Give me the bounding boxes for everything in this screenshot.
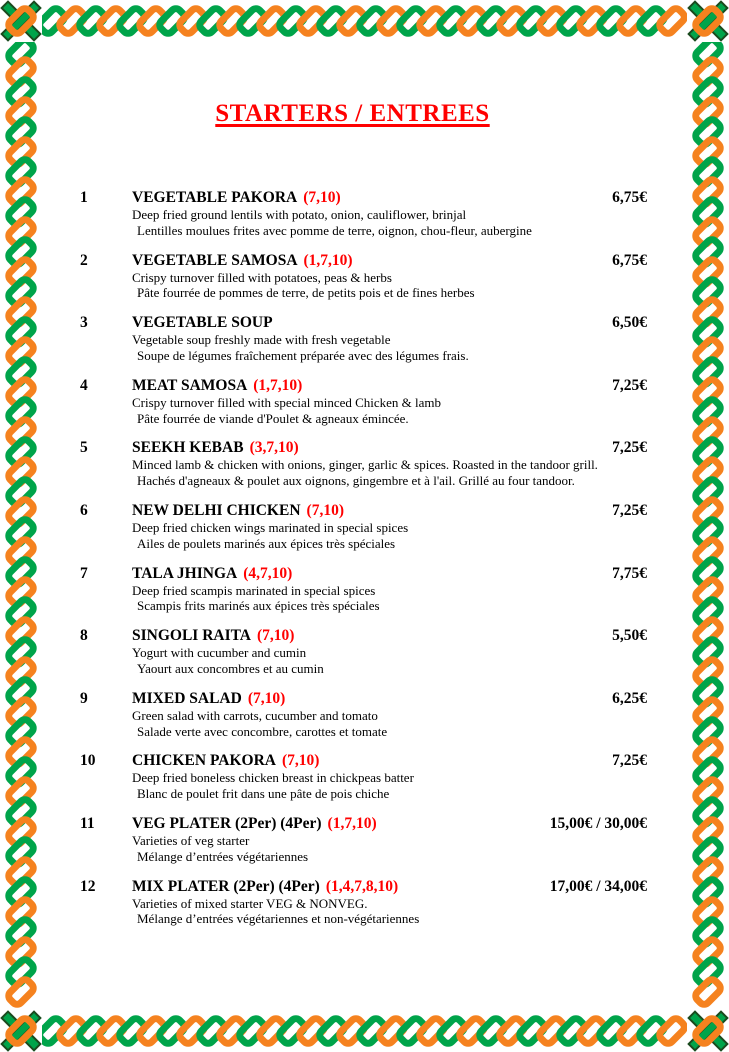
item-allergens: (4,7,10) xyxy=(243,564,293,582)
menu-item xyxy=(80,814,647,865)
menu-item-head xyxy=(80,814,647,833)
item-price: 7,25€ xyxy=(612,376,647,394)
item-allergens: (7,10) xyxy=(247,689,286,707)
item-name: VEGETABLE SAMOSA (1,7,10) xyxy=(132,251,353,269)
menu-item xyxy=(80,564,647,615)
item-allergens: (1,7,10) xyxy=(253,376,303,394)
menu-item xyxy=(80,751,647,802)
item-price: 17,00€ / 34,00€ xyxy=(549,877,647,895)
item-description-english: Deep fried scampis marinated in special spices xyxy=(132,582,376,598)
item-price: 7,25€ xyxy=(612,439,647,457)
item-description-english: Deep fried chicken wings marinated in special spices xyxy=(132,519,409,535)
item-description-english: Yogurt with cucumber and cumin xyxy=(132,645,307,661)
menu-item-head xyxy=(80,626,647,645)
menu-item-head xyxy=(80,877,647,896)
menu-page xyxy=(42,42,687,1010)
item-name: VEGETABLE SOUP xyxy=(132,314,273,332)
item-description-english: Deep fried boneless chicken breast in chickpeas batter xyxy=(132,770,414,786)
item-number: 11 xyxy=(80,814,95,832)
item-number: 2 xyxy=(80,251,88,269)
item-name: MIXED SALAD (7,10) xyxy=(132,689,286,707)
menu-item-head xyxy=(80,438,647,457)
item-number: 7 xyxy=(80,564,88,582)
menu-item xyxy=(80,877,647,928)
item-allergens: (7,10) xyxy=(303,189,341,206)
item-price: 15,00€ / 30,00€ xyxy=(549,814,647,832)
item-description-french: Scampis frits marinés aux épices très spéciales xyxy=(137,598,380,614)
item-description-french: Ailes de poulets marinés aux épices très spéciales xyxy=(137,535,396,551)
menu-item xyxy=(80,313,647,364)
menu-item xyxy=(80,251,647,302)
item-description-french: Mélange d’entrées végétariennes xyxy=(137,848,309,864)
menu-item xyxy=(80,188,647,239)
item-allergens: (7,10) xyxy=(257,627,295,645)
item-description-english: Deep fried ground lentils with potato, onion, cauliflower, brinjal xyxy=(132,207,467,222)
item-description-french: Soupe de légumes fraîchement préparée avec des légumes frais. xyxy=(137,347,469,363)
menu-item xyxy=(80,626,647,677)
menu-item xyxy=(80,438,647,489)
item-name: MIX PLATER (2Per) (4Per) (1,4,7,8,10) xyxy=(132,877,399,895)
item-allergens: (1,7,10) xyxy=(327,814,377,832)
item-number: 9 xyxy=(80,689,88,707)
item-description-french: Pâte fourrée de pommes de terre, de petits pois et de fines herbes xyxy=(137,285,475,301)
item-price: 5,50€ xyxy=(612,627,647,645)
menu-item-head xyxy=(80,251,647,270)
item-description-english: Crispy turnover filled with special minced Chicken & lamb xyxy=(132,394,442,410)
item-description-french: Mélange d’entrées végétariennes et non-végétariennes xyxy=(137,911,420,927)
item-price: 7,75€ xyxy=(612,564,647,582)
item-description-french: Pâte fourrée de viande d'Poulet & agneaux émincée. xyxy=(137,410,409,426)
item-description-english: Minced lamb & chicken with onions, ginger, garlic & spices. Roasted in the tandoor grill. xyxy=(132,457,598,473)
item-number: 4 xyxy=(80,376,88,394)
menu-item-head xyxy=(80,188,647,207)
item-price: 6,25€ xyxy=(612,689,647,707)
item-name: CHICKEN PAKORA (7,10) xyxy=(132,752,320,770)
menu-item-head xyxy=(80,376,647,395)
item-description-french: Yaourt aux concombres et au cumin xyxy=(137,660,324,676)
item-description-english: Green salad with carrots, cucumber and tomato xyxy=(132,707,378,723)
celtic-border-left xyxy=(0,42,42,1010)
item-number: 3 xyxy=(80,314,88,332)
menu-item xyxy=(80,376,647,427)
item-allergens: (7,10) xyxy=(281,752,320,770)
item-price: 7,25€ xyxy=(612,501,647,519)
item-name: MEAT SAMOSA (1,7,10) xyxy=(132,376,303,394)
menu-item-head xyxy=(80,313,647,332)
item-allergens: (3,7,10) xyxy=(249,439,299,457)
item-description-english: Vegetable soup freshly made with fresh vegetable xyxy=(132,332,391,348)
item-number: 6 xyxy=(80,501,88,519)
item-description-english: Varieties of mixed starter VEG & NONVEG. xyxy=(132,895,368,911)
menu-item-head xyxy=(80,501,647,520)
celtic-border-corner-icon xyxy=(687,1010,729,1052)
item-number: 1 xyxy=(80,189,88,206)
item-name: SINGOLI RAITA (7,10) xyxy=(132,627,295,645)
item-name: VEG PLATER (2Per) (4Per) (1,7,10) xyxy=(132,814,377,832)
item-number: 5 xyxy=(80,439,88,457)
item-allergens: (1,7,10) xyxy=(303,251,353,269)
celtic-border-corner-icon xyxy=(687,0,729,42)
item-price: 6,75€ xyxy=(612,189,647,206)
title-wrap xyxy=(42,100,687,128)
menu-item xyxy=(80,501,647,552)
celtic-border-bottom xyxy=(42,1010,687,1052)
item-price: 6,50€ xyxy=(612,314,647,332)
item-description-french: Salade verte avec concombre, carottes et tomate xyxy=(137,723,388,739)
item-description-french: Hachés d'agneaux & poulet aux oignons, gingembre et à l'ail. Grillé au four tandoor. xyxy=(137,473,575,489)
item-number: 12 xyxy=(80,877,96,895)
item-description-french: Blanc de poulet frit dans une pâte de pois chiche xyxy=(137,786,390,802)
celtic-border-top xyxy=(42,0,687,42)
page-title: STARTERS / ENTREES xyxy=(215,100,490,127)
celtic-border-right xyxy=(687,42,729,1010)
item-name: NEW DELHI CHICKEN (7,10) xyxy=(132,501,344,519)
item-price: 7,25€ xyxy=(612,752,647,770)
item-price: 6,75€ xyxy=(612,251,647,269)
celtic-border-corner-icon xyxy=(0,1010,42,1052)
menu-list xyxy=(42,188,687,927)
item-name: TALA JHINGA (4,7,10) xyxy=(132,564,293,582)
item-allergens: (7,10) xyxy=(306,501,344,519)
item-name: SEEKH KEBAB (3,7,10) xyxy=(132,439,299,457)
menu-item xyxy=(80,689,647,740)
item-number: 10 xyxy=(80,752,96,770)
item-description-english: Varieties of veg starter xyxy=(132,832,250,848)
item-description-french: Lentilles moulues frites avec pomme de terre, oignon, chou-fleur, aubergine xyxy=(137,222,532,238)
item-name: VEGETABLE PAKORA (7,10) xyxy=(132,189,341,206)
menu-item-head xyxy=(80,689,647,708)
item-number: 8 xyxy=(80,627,88,645)
menu-item-head xyxy=(80,564,647,583)
item-allergens: (1,4,7,8,10) xyxy=(325,877,399,895)
menu-item-head xyxy=(80,751,647,770)
celtic-border-corner-icon xyxy=(0,0,42,42)
item-description-english: Crispy turnover filled with potatoes, peas & herbs xyxy=(132,269,392,285)
